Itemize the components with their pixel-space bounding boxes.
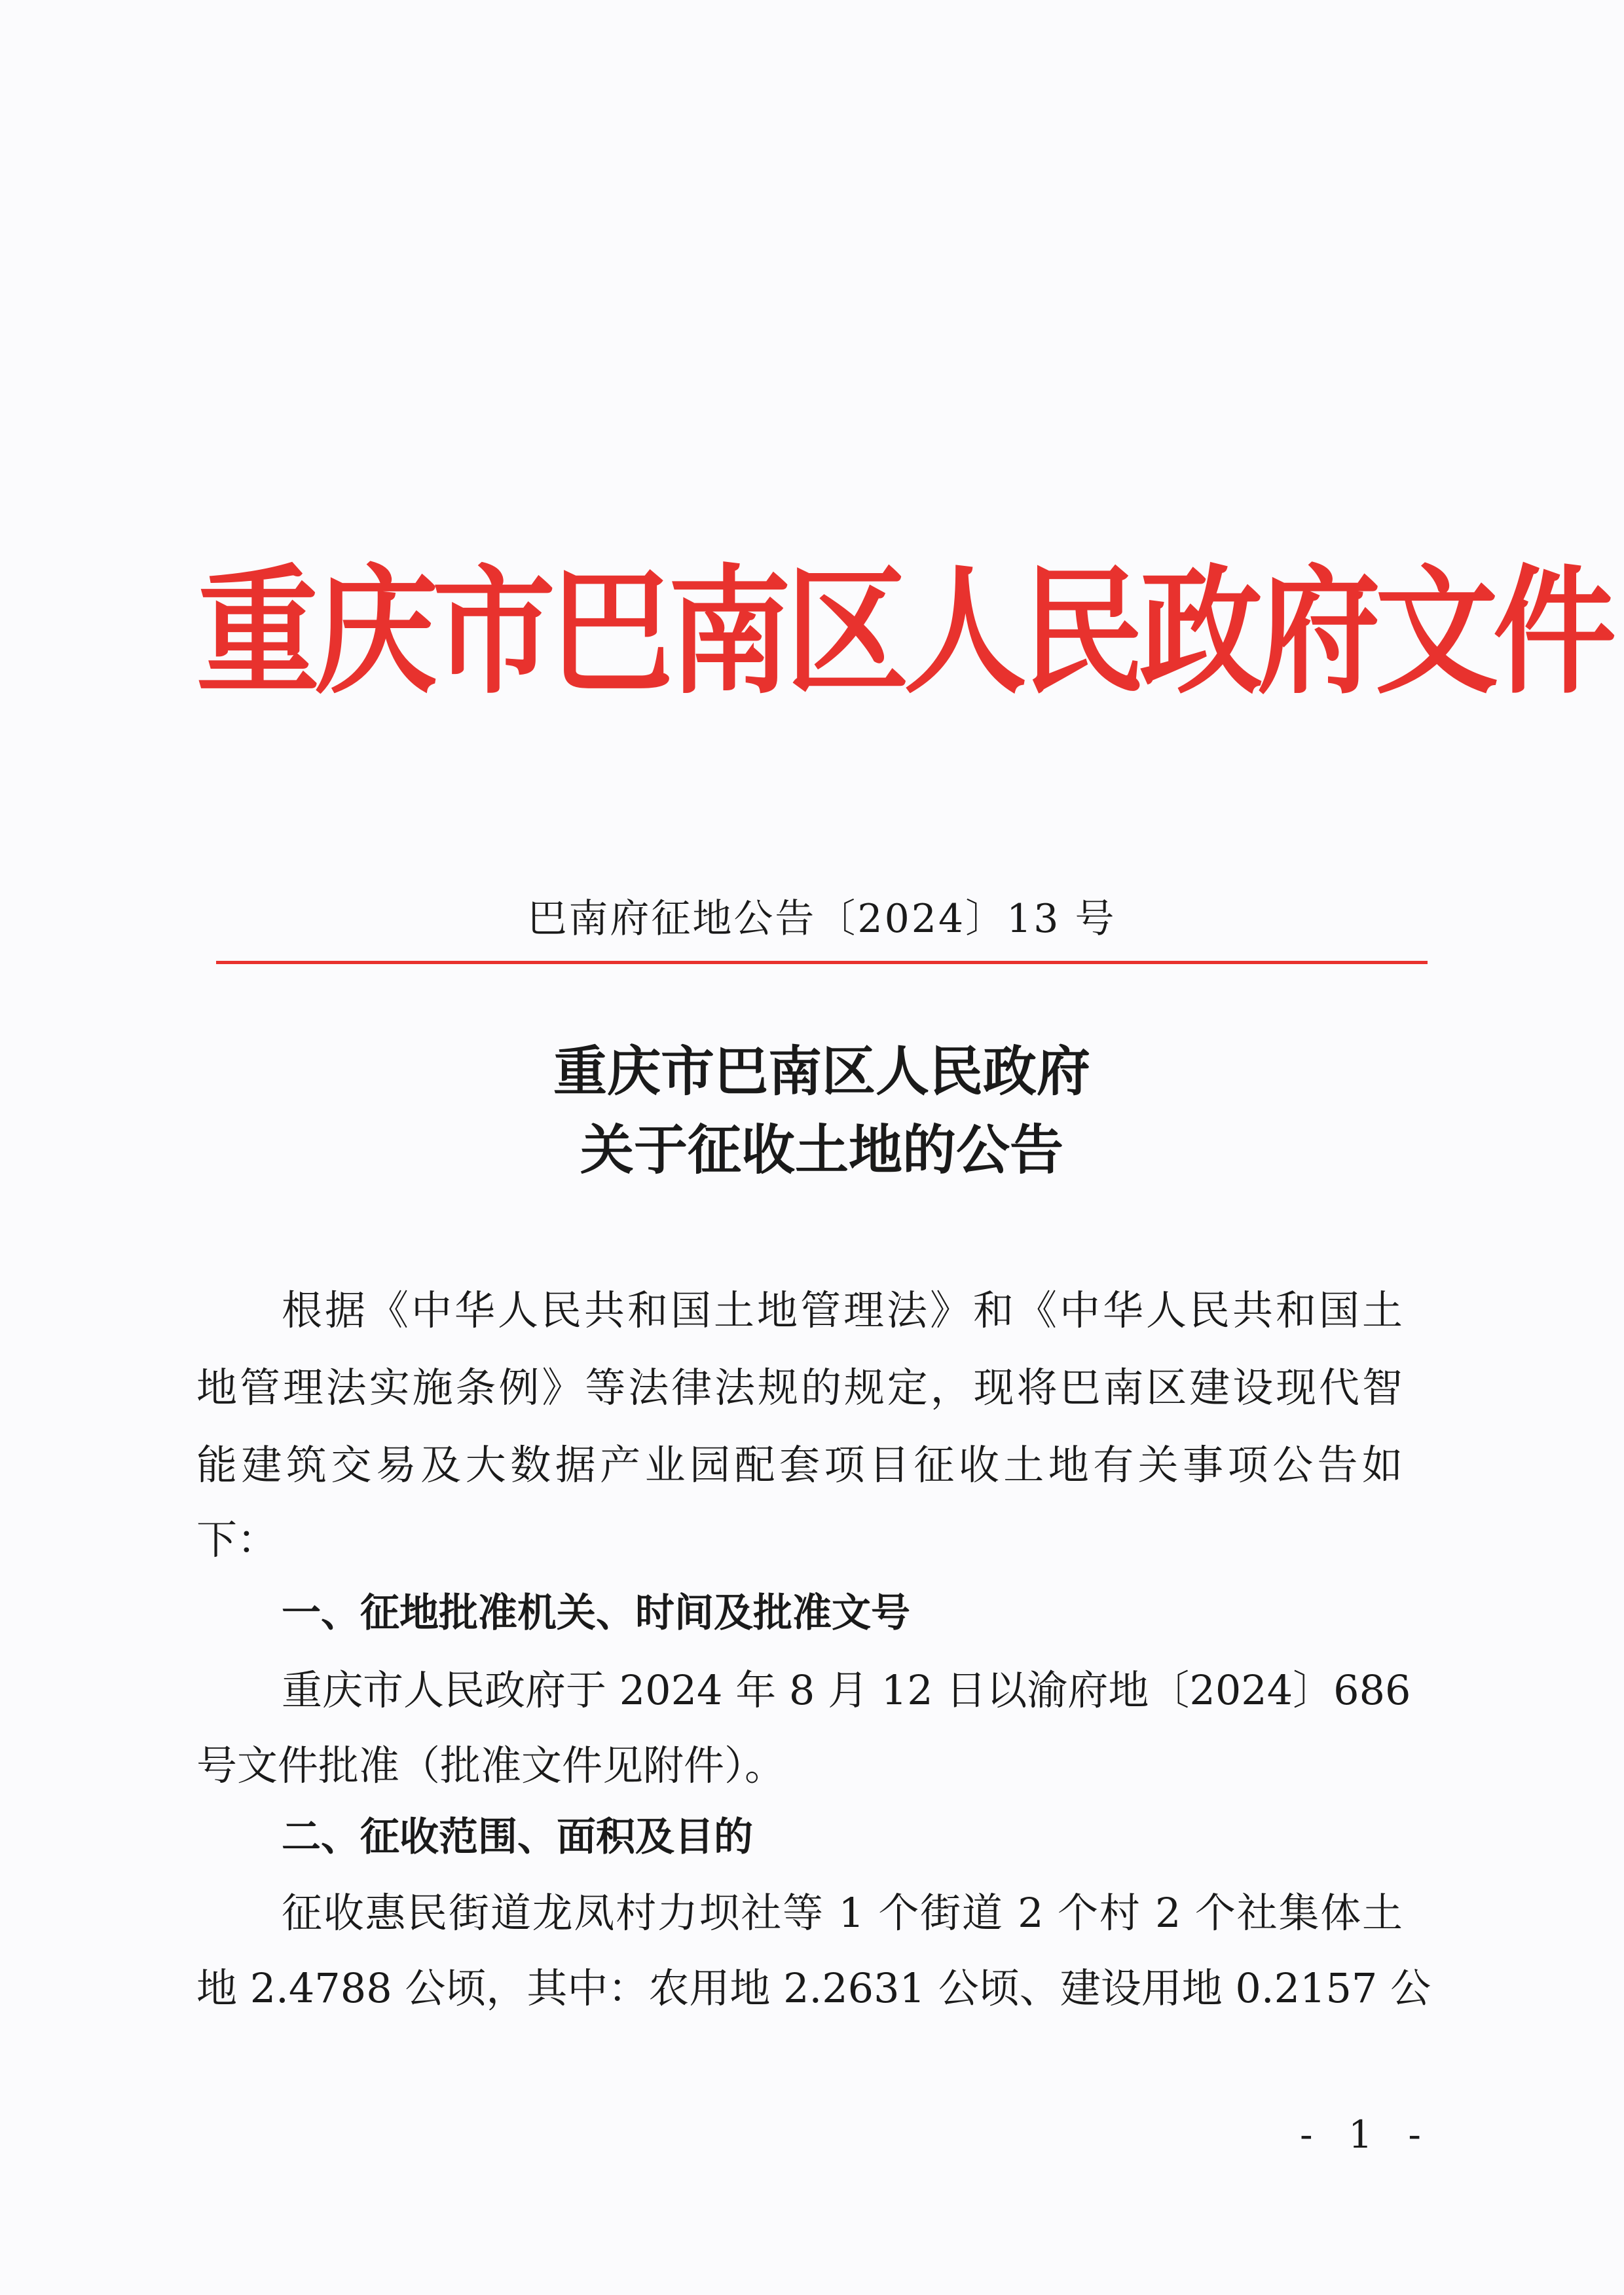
document-masthead: 重庆市巴南区人民政府文件 xyxy=(196,550,1611,713)
section-1-heading: 一、征地批准机关、时间及批准文号 xyxy=(282,1590,910,1636)
section-2-line-2: 地 2.4788 公顷，其中：农用地 2.2631 公顷、建设用地 0.2157 公 xyxy=(196,1964,1431,2012)
intro-line-3: 能建筑交易及大数据产业园配套项目征收土地有关事项公告如 xyxy=(196,1441,1403,1489)
intro-line-4: 下： xyxy=(196,1516,278,1563)
document-number: 巴南府征地公告〔2024〕13 号 xyxy=(527,896,1116,942)
section-2-heading: 二、征收范围、面积及目的 xyxy=(282,1814,753,1860)
section-1-line-1: 重庆市人民政府于 2024 年 8 月 12 日以渝府地〔2024〕686 xyxy=(282,1666,1411,1714)
section-1-line-2: 号文件批准（批准文件见附件）。 xyxy=(196,1742,786,1789)
page-number: - 1 - xyxy=(1300,2112,1433,2157)
intro-line-1: 根据《中华人民共和国土地管理法》和《中华人民共和国土 xyxy=(282,1286,1403,1334)
red-separator-line xyxy=(216,961,1428,964)
document-title-line-1: 重庆市巴南区人民政府 xyxy=(553,1040,1090,1103)
section-2-line-1: 征收惠民街道龙凤村力坝社等 1 个街道 2 个村 2 个社集体土 xyxy=(282,1889,1403,1937)
intro-line-2: 地管理法实施条例》等法律法规的规定，现将巴南区建设现代智 xyxy=(196,1364,1403,1411)
document-title-line-2: 关于征收土地的公告 xyxy=(580,1119,1063,1182)
